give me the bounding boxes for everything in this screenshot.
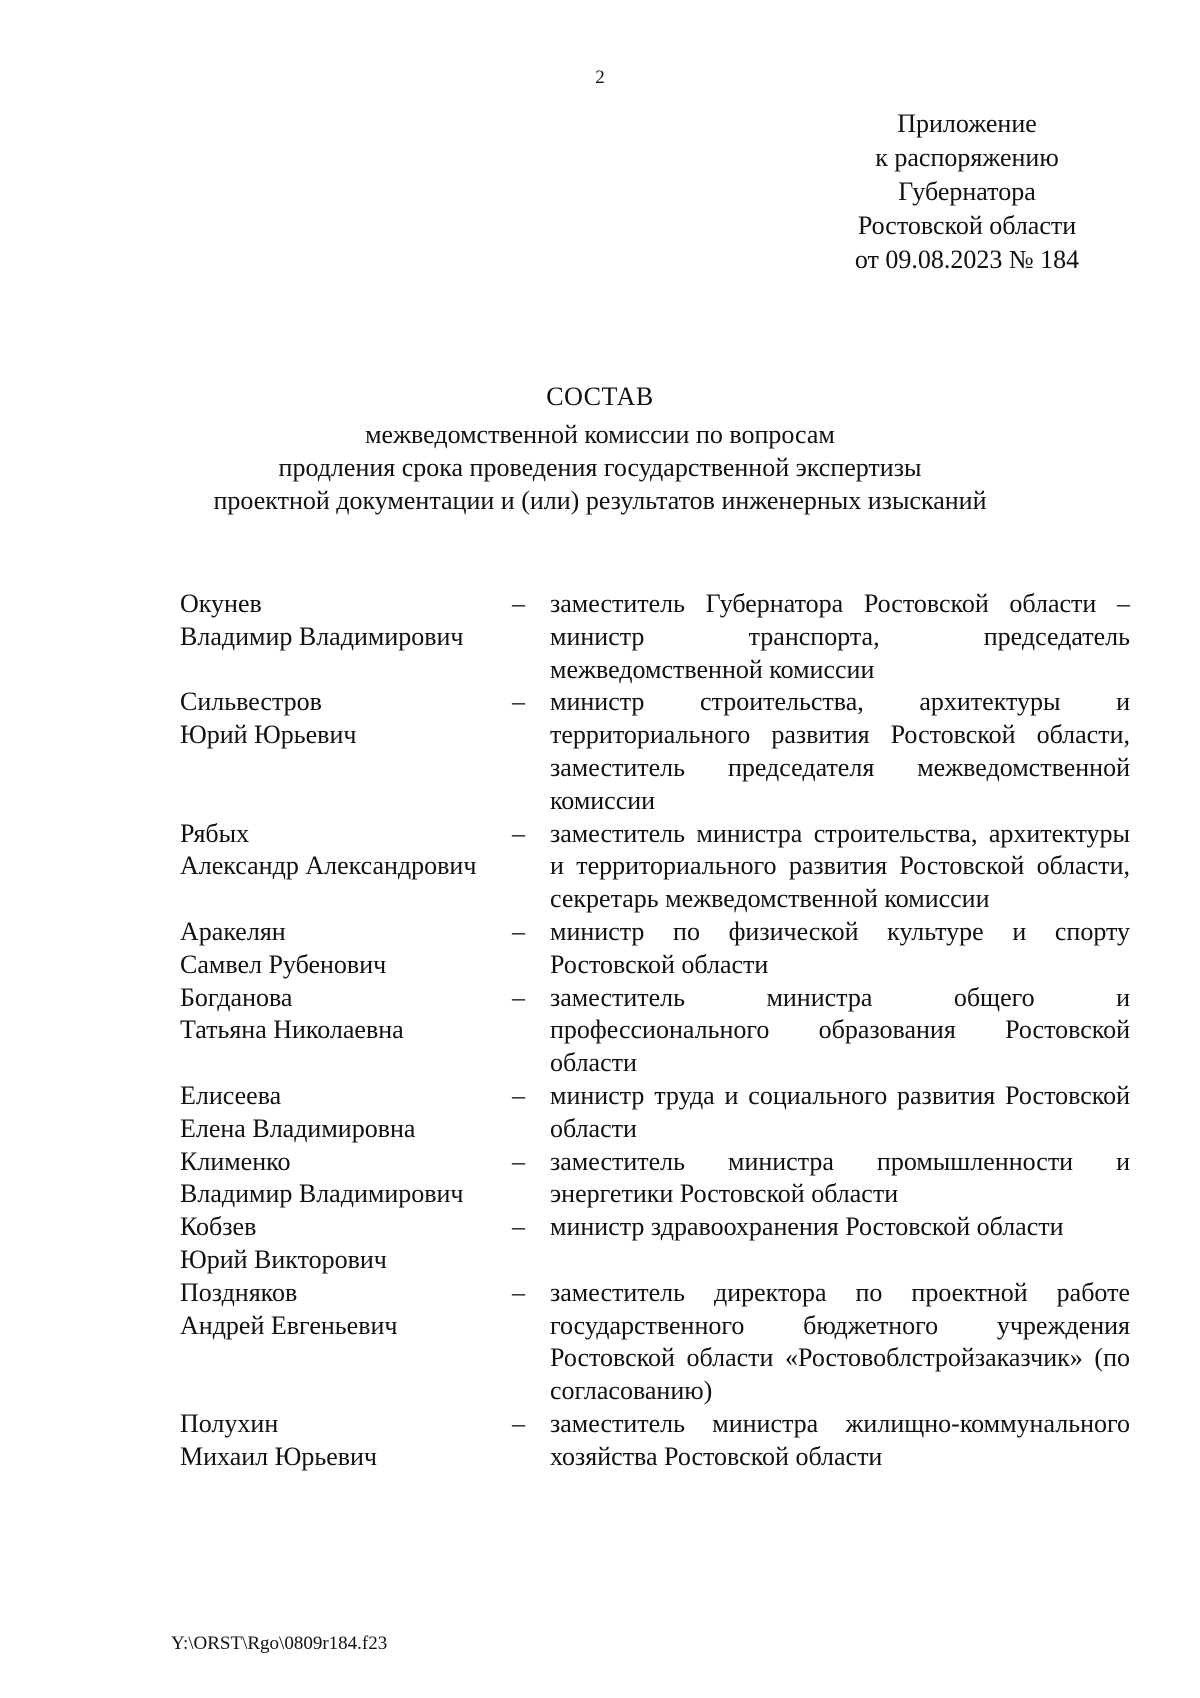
member-entry xyxy=(180,588,1140,686)
member-role: заместитель министра общего и профессионального образования Ростовской области xyxy=(550,982,1130,1078)
member-given-name: Владимир Владимирович xyxy=(180,621,464,651)
member-given-name: Юрий Викторович xyxy=(180,1244,387,1274)
member-dash: – xyxy=(512,916,525,946)
member-role: министр по физической культуре и спорту Ростовской области xyxy=(550,916,1130,979)
member-role: министр здравоохранения Ростовской области xyxy=(550,1212,1064,1242)
member-name xyxy=(180,1408,512,1474)
member-entry xyxy=(180,818,1140,916)
member-entry xyxy=(180,1277,1140,1408)
page-number: 2 xyxy=(595,67,605,88)
member-name xyxy=(180,818,512,884)
member-role: заместитель министра жилищно-коммунального хозяйства Ростовской области xyxy=(550,1408,1130,1471)
footer-filepath: Y:\ORST\Rgo\0809r184.f23 xyxy=(171,1633,388,1654)
appendix-line: Губернатора xyxy=(898,177,1036,206)
member-surname: Поздняков xyxy=(180,1277,298,1307)
member-dash: – xyxy=(512,1146,525,1176)
member-given-name: Михаил Юрьевич xyxy=(180,1441,378,1471)
member-entry xyxy=(180,686,1140,817)
member-dash: – xyxy=(512,818,525,848)
member-role: заместитель министра строительства, архитектуры и территориального развития Ростовской области, секретарь межведомственной комиссии xyxy=(550,818,1130,914)
member-name xyxy=(180,1146,512,1212)
appendix-line: Приложение xyxy=(897,109,1037,138)
member-role: заместитель министра промышленности и энергетики Ростовской области xyxy=(550,1146,1130,1209)
member-surname: Рябых xyxy=(180,818,250,848)
member-list xyxy=(180,588,1140,1474)
member-surname: Полухин xyxy=(180,1408,279,1438)
member-dash: – xyxy=(512,1212,525,1242)
member-dash: – xyxy=(512,982,525,1012)
member-role: министр труда и социального развития Ростовской области xyxy=(550,1080,1130,1143)
member-name xyxy=(180,686,512,752)
member-entry xyxy=(180,982,1140,1080)
member-surname: Аракелян xyxy=(180,916,286,946)
member-given-name: Андрей Евгеньевич xyxy=(180,1310,398,1340)
member-entry xyxy=(180,1080,1140,1146)
member-surname: Сильвестров xyxy=(180,687,322,717)
member-given-name: Татьяна Николаевна xyxy=(180,1015,404,1045)
member-role: министр строительства, архитектуры и территориального развития Ростовской области, заместитель председателя межведомственной комиссии xyxy=(550,687,1130,815)
member-given-name: Самвел Рубенович xyxy=(180,949,387,979)
title-subline: проектной документации и (или) результатов инженерных изысканий xyxy=(213,486,987,515)
member-name xyxy=(180,588,512,654)
member-given-name: Юрий Юрьевич xyxy=(180,720,357,750)
member-entry xyxy=(180,1211,1140,1277)
member-entry xyxy=(180,1146,1140,1212)
member-name xyxy=(180,1277,512,1343)
member-dash: – xyxy=(512,687,525,717)
member-dash: – xyxy=(512,1277,525,1307)
member-given-name: Елена Владимировна xyxy=(180,1113,416,1143)
member-dash: – xyxy=(512,1408,525,1438)
member-surname: Елисеева xyxy=(180,1080,282,1110)
member-given-name: Владимир Владимирович xyxy=(180,1179,464,1209)
member-entry xyxy=(180,916,1140,982)
member-surname: Кобзев xyxy=(180,1212,257,1242)
member-dash: – xyxy=(512,589,525,618)
document-title xyxy=(0,380,1200,517)
title-subline: межведомственной комиссии по вопросам xyxy=(365,420,835,449)
member-given-name: Александр Александрович xyxy=(180,851,477,881)
appendix-line: от 09.08.2023 № 184 xyxy=(854,245,1080,274)
member-name xyxy=(180,1080,512,1146)
appendix-line: к распоряжению xyxy=(875,143,1059,172)
title-subline: продления срока проведения государственной экспертизы xyxy=(278,453,922,482)
title-heading: СОСТАВ xyxy=(546,382,654,411)
member-entry xyxy=(180,1408,1140,1474)
member-role: заместитель директора по проектной работе государственного бюджетного учреждения Ростовской области «Ростовоблстройзаказчик» (по согласованию) xyxy=(550,1277,1130,1406)
appendix-line: Ростовской области xyxy=(857,211,1077,240)
member-name xyxy=(180,916,512,982)
member-name xyxy=(180,1211,512,1277)
member-surname: Клименко xyxy=(180,1146,291,1176)
member-dash: – xyxy=(512,1080,525,1110)
member-surname: Богданова xyxy=(180,982,293,1012)
member-role: заместитель Губернатора Ростовской области – министр транспорта, председатель межведомственной комиссии xyxy=(550,589,1130,684)
member-name xyxy=(180,982,512,1048)
member-surname: Окунев xyxy=(180,589,262,618)
